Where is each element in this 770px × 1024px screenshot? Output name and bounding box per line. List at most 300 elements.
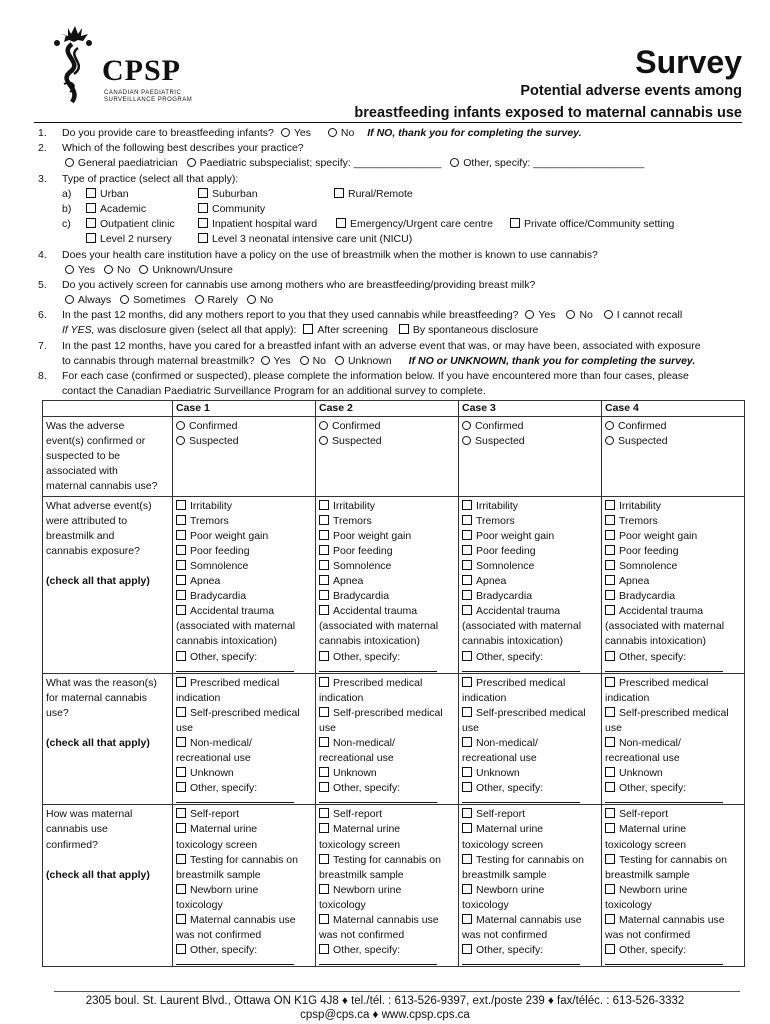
other-option[interactable] bbox=[319, 650, 455, 665]
accidental-trauma-option[interactable] bbox=[605, 604, 741, 619]
q3-rural-label: Rural/Remote bbox=[348, 187, 413, 200]
testing-breastmilk-option-label: Testing for cannabis on bbox=[619, 853, 727, 866]
question-3 bbox=[38, 172, 744, 187]
apnea-option[interactable] bbox=[176, 574, 312, 589]
radio-icon bbox=[462, 421, 471, 430]
case-2-how-cell bbox=[316, 805, 459, 967]
recreational-line: recreational use bbox=[319, 752, 394, 765]
specify-line[interactable] bbox=[176, 958, 312, 965]
apnea-option-label: Apnea bbox=[619, 575, 650, 588]
checkbox-icon bbox=[462, 575, 472, 585]
q3-level3-option[interactable] bbox=[198, 232, 412, 247]
newborn-urine-option[interactable] bbox=[605, 883, 741, 898]
testing-breastmilk-option[interactable] bbox=[462, 853, 598, 868]
checkbox-icon bbox=[176, 944, 186, 954]
somnolence-option[interactable] bbox=[176, 559, 312, 574]
irritability-option-label: Irritability bbox=[190, 499, 233, 512]
q3-community-label: Community bbox=[212, 202, 266, 215]
q5-always-label: Always bbox=[77, 294, 112, 307]
q1-no-label: No bbox=[340, 127, 355, 139]
irritability-option[interactable] bbox=[462, 499, 598, 514]
newborn-urine-option[interactable] bbox=[319, 883, 455, 898]
q6-no-option[interactable] bbox=[566, 308, 592, 323]
q7-yes-option[interactable] bbox=[261, 354, 291, 369]
checkbox-icon bbox=[319, 808, 329, 818]
q5-sometimes-option[interactable] bbox=[120, 293, 186, 308]
indication-line: indication bbox=[462, 691, 507, 704]
radio-icon bbox=[176, 421, 185, 430]
checkbox-icon bbox=[605, 545, 615, 555]
question-1 bbox=[38, 126, 744, 141]
poor-weight-gain-option[interactable] bbox=[605, 529, 741, 544]
checkbox-icon bbox=[462, 808, 472, 818]
self-report-option[interactable] bbox=[319, 807, 455, 822]
self-prescribed-option[interactable] bbox=[605, 706, 741, 721]
checkbox-icon bbox=[510, 218, 520, 228]
specify-line[interactable] bbox=[176, 665, 312, 672]
q3-rural-option[interactable] bbox=[334, 187, 413, 202]
q2-text: Which of the following best describes your practice? bbox=[62, 142, 304, 155]
not-confirmed-option[interactable] bbox=[605, 913, 741, 928]
checkbox-icon bbox=[319, 944, 329, 954]
q5-no-option[interactable] bbox=[247, 293, 273, 308]
checkbox-icon bbox=[462, 884, 472, 894]
prescribed-option[interactable] bbox=[176, 676, 312, 691]
indication-line: indication bbox=[176, 691, 221, 704]
poor-weight-gain-option-label: Poor weight gain bbox=[190, 529, 269, 542]
newborn-urine-option-label: Newborn urine bbox=[190, 883, 259, 896]
checkbox-icon bbox=[605, 575, 615, 585]
q6-yes-option[interactable] bbox=[525, 308, 555, 323]
cpsp-logo bbox=[48, 22, 198, 108]
specify-line[interactable] bbox=[176, 796, 312, 803]
maternal-urine-option[interactable] bbox=[176, 822, 312, 837]
q3-suburban-option[interactable] bbox=[198, 187, 258, 202]
apnea-option[interactable] bbox=[605, 574, 741, 589]
q3-a-marker: a) bbox=[62, 187, 72, 200]
q7-no-option[interactable] bbox=[300, 354, 326, 369]
q6-after-screening-option[interactable] bbox=[303, 323, 388, 338]
apnea-option[interactable] bbox=[462, 574, 598, 589]
q2-subspecialist-option[interactable] bbox=[187, 156, 442, 171]
self-report-option-label: Self-report bbox=[476, 808, 526, 821]
confirmed-option[interactable] bbox=[462, 419, 598, 434]
q7-yes-label: Yes bbox=[273, 354, 291, 367]
q4-no-option[interactable] bbox=[104, 263, 130, 278]
q7-no-label: No bbox=[312, 354, 327, 367]
radio-icon bbox=[450, 158, 459, 167]
q1-text: Do you provide care to breastfeeding infants? bbox=[62, 127, 274, 139]
question-list bbox=[38, 126, 744, 399]
self-report-option[interactable] bbox=[176, 807, 312, 822]
irritability-option-label: Irritability bbox=[476, 499, 519, 512]
testing-breastmilk-option[interactable] bbox=[176, 853, 312, 868]
poor-weight-gain-option[interactable] bbox=[462, 529, 598, 544]
accidental-trauma-option-label: Accidental trauma bbox=[619, 605, 704, 618]
q2-general-option[interactable] bbox=[65, 156, 178, 171]
recreational-line: recreational use bbox=[176, 752, 251, 765]
somnolence-option-label: Somnolence bbox=[476, 559, 535, 572]
q4-yes-label: Yes bbox=[77, 263, 96, 276]
footer-divider bbox=[54, 991, 740, 992]
somnolence-option-label: Somnolence bbox=[619, 559, 678, 572]
q6-no-label: No bbox=[579, 309, 593, 322]
not-confirmed-option[interactable] bbox=[176, 913, 312, 928]
specify-line[interactable] bbox=[462, 958, 598, 965]
checkbox-icon bbox=[176, 500, 186, 510]
case-1-how-cell bbox=[173, 805, 316, 967]
blank-line bbox=[176, 665, 294, 672]
q7-text2: to cannabis through maternal breastmilk? bbox=[62, 354, 255, 367]
checkbox-icon bbox=[86, 188, 96, 198]
blank-line bbox=[319, 796, 437, 803]
checkbox-icon bbox=[176, 545, 186, 555]
checkbox-icon bbox=[319, 707, 329, 717]
q3-level2-label: Level 2 nursery bbox=[100, 233, 172, 246]
assoc-line1: (associated with maternal bbox=[462, 620, 582, 633]
irritability-option[interactable] bbox=[176, 499, 312, 514]
not-confirmed-line: was not confirmed bbox=[319, 929, 405, 942]
testing-breastmilk-option[interactable] bbox=[319, 853, 455, 868]
checkbox-icon bbox=[605, 500, 615, 510]
bradycardia-option[interactable] bbox=[605, 589, 741, 604]
poor-feeding-option[interactable] bbox=[176, 544, 312, 559]
other-option[interactable] bbox=[319, 781, 455, 796]
q7-number: 7. bbox=[38, 339, 47, 352]
newborn-urine-option[interactable] bbox=[176, 883, 312, 898]
accidental-trauma-option[interactable] bbox=[462, 604, 598, 619]
q4-text: Does your health care institution have a policy on the use of breastmilk when the mother is known to use cannabis? bbox=[62, 248, 598, 261]
q3-level2-option[interactable] bbox=[86, 232, 172, 247]
checkbox-icon bbox=[605, 605, 615, 615]
bradycardia-option[interactable] bbox=[176, 589, 312, 604]
prescribed-option-label: Prescribed medical bbox=[619, 676, 709, 689]
testing-breastmilk-option-label: Testing for cannabis on bbox=[190, 853, 298, 866]
label-line: for maternal cannabis bbox=[46, 691, 147, 704]
not-confirmed-option-label: Maternal cannabis use bbox=[619, 914, 725, 926]
other-option[interactable] bbox=[605, 781, 741, 796]
irritability-option[interactable] bbox=[605, 499, 741, 514]
tox-screen-line: toxicology screen bbox=[462, 838, 544, 851]
q8-number: 8. bbox=[38, 370, 47, 382]
poor-weight-gain-option[interactable] bbox=[319, 529, 455, 544]
suspected-option-label: Suspected bbox=[332, 435, 382, 448]
self-prescribed-option-label: Self-prescribed medical bbox=[333, 706, 443, 719]
checkbox-icon bbox=[198, 188, 208, 198]
specify-line[interactable] bbox=[605, 958, 741, 965]
checkbox-icon bbox=[176, 823, 186, 833]
question-6 bbox=[38, 308, 744, 323]
q6-spont-label: By spontaneous disclosure bbox=[412, 324, 539, 337]
confirmed-option[interactable] bbox=[176, 419, 312, 434]
suspected-option[interactable] bbox=[176, 434, 312, 449]
checkbox-icon bbox=[462, 944, 472, 954]
q3-urban-option[interactable] bbox=[86, 187, 129, 202]
self-prescribed-option[interactable] bbox=[176, 706, 312, 721]
self-report-option-label: Self-report bbox=[619, 808, 669, 821]
accidental-trauma-option[interactable] bbox=[319, 604, 455, 619]
logo-sub-line2: SURVEILLANCE PROGRAM bbox=[104, 97, 193, 103]
q5-no-label: No bbox=[259, 294, 274, 307]
case-4-reason-cell bbox=[602, 673, 745, 805]
non-medical-option[interactable] bbox=[319, 736, 455, 751]
other-option-label: Other, specify: bbox=[619, 650, 687, 663]
suspected-option[interactable] bbox=[319, 434, 455, 449]
checkbox-icon bbox=[319, 515, 329, 525]
specify-line[interactable] bbox=[605, 665, 741, 672]
label-line: What adverse event(s) bbox=[46, 499, 152, 512]
maternal-urine-option-label: Maternal urine bbox=[619, 823, 687, 836]
label-line: suspected to be bbox=[46, 450, 121, 463]
q2-other-label: Other, specify: ___________________ bbox=[463, 157, 645, 170]
q3-row-c bbox=[38, 217, 744, 232]
unknown-option[interactable] bbox=[462, 766, 598, 781]
suspected-option-label: Suspected bbox=[618, 435, 668, 448]
q5-rarely-option[interactable] bbox=[195, 293, 238, 308]
blank-line bbox=[462, 958, 580, 965]
newborn-urine-option[interactable] bbox=[462, 883, 598, 898]
newborn-urine-option-label: Newborn urine bbox=[333, 883, 402, 896]
other-option[interactable] bbox=[462, 650, 598, 665]
radio-icon bbox=[176, 436, 185, 445]
checkbox-icon bbox=[605, 651, 615, 661]
poor-feeding-option-label: Poor feeding bbox=[476, 544, 536, 557]
specify-line[interactable] bbox=[462, 796, 598, 803]
maternal-urine-option-label: Maternal urine bbox=[333, 823, 401, 836]
somnolence-option-label: Somnolence bbox=[333, 559, 392, 572]
non-medical-option[interactable] bbox=[176, 736, 312, 751]
checkbox-icon bbox=[462, 560, 472, 570]
other-option[interactable] bbox=[176, 781, 312, 796]
row-confirmed-label bbox=[43, 417, 173, 496]
checkbox-icon bbox=[176, 530, 186, 540]
not-confirmed-option[interactable] bbox=[319, 913, 455, 928]
q3-private-option[interactable] bbox=[510, 217, 674, 232]
self-report-option[interactable] bbox=[462, 807, 598, 822]
other-option[interactable] bbox=[605, 943, 741, 958]
checkbox-icon bbox=[334, 188, 344, 198]
poor-weight-gain-option[interactable] bbox=[176, 529, 312, 544]
self-prescribed-option[interactable] bbox=[462, 706, 598, 721]
apnea-option[interactable] bbox=[319, 574, 455, 589]
checkbox-icon bbox=[605, 707, 615, 717]
radio-icon bbox=[462, 436, 471, 445]
tremors-option-label: Tremors bbox=[190, 514, 229, 527]
label-line: How was maternal bbox=[46, 808, 133, 821]
page-subtitle bbox=[354, 80, 742, 124]
checkbox-icon bbox=[176, 515, 186, 525]
q3-academic-option[interactable] bbox=[86, 202, 146, 217]
confirmed-option-label: Confirmed bbox=[189, 420, 238, 433]
question-5-options bbox=[38, 293, 744, 308]
case-header-row bbox=[43, 401, 745, 417]
checkbox-icon bbox=[319, 560, 329, 570]
checkbox-icon bbox=[176, 782, 186, 792]
recreational-line: recreational use bbox=[605, 752, 680, 765]
case-3-how-cell bbox=[459, 805, 602, 967]
q8-text: For each case (confirmed or suspected), please complete the information below. If you have encountered more than four cases, please bbox=[62, 370, 689, 382]
other-option[interactable] bbox=[176, 650, 312, 665]
self-prescribed-option[interactable] bbox=[319, 706, 455, 721]
specify-line[interactable] bbox=[319, 958, 455, 965]
testing-breastmilk-option-label: Testing for cannabis on bbox=[476, 853, 584, 866]
q1-note: If NO, thank you for completing the survey. bbox=[367, 127, 582, 139]
q2-number: 2. bbox=[38, 142, 47, 155]
question-7 bbox=[38, 339, 744, 354]
case-4-header: Case 4 bbox=[602, 401, 745, 417]
poor-feeding-option[interactable] bbox=[605, 544, 741, 559]
not-confirmed-option[interactable] bbox=[462, 913, 598, 928]
toxicology-line: toxicology bbox=[176, 898, 223, 911]
q3-outpatient-option[interactable] bbox=[86, 217, 175, 232]
accidental-trauma-option-label: Accidental trauma bbox=[190, 605, 275, 618]
other-option-label: Other, specify: bbox=[190, 650, 258, 663]
checkbox-icon bbox=[176, 605, 186, 615]
tremors-option[interactable] bbox=[462, 514, 598, 529]
checkbox-icon bbox=[176, 651, 186, 661]
checkbox-icon bbox=[176, 854, 186, 864]
prescribed-option[interactable] bbox=[605, 676, 741, 691]
other-option[interactable] bbox=[605, 650, 741, 665]
accidental-trauma-option-label: Accidental trauma bbox=[476, 605, 561, 618]
row-reason bbox=[43, 673, 745, 805]
blank-line bbox=[462, 796, 580, 803]
label-line: cannabis exposure? bbox=[46, 544, 140, 557]
unknown-option-label: Unknown bbox=[619, 767, 663, 780]
testing-breastmilk-option-label: Testing for cannabis on bbox=[333, 853, 441, 866]
other-option[interactable] bbox=[176, 943, 312, 958]
somnolence-option[interactable] bbox=[605, 559, 741, 574]
specify-line[interactable] bbox=[319, 796, 455, 803]
q4-unknown-option[interactable] bbox=[139, 263, 233, 278]
label-line: Was the adverse bbox=[46, 420, 125, 433]
q3-inpatient-option[interactable] bbox=[198, 217, 317, 232]
tremors-option[interactable] bbox=[605, 514, 741, 529]
bradycardia-option[interactable] bbox=[319, 589, 455, 604]
assoc-line1: (associated with maternal bbox=[176, 620, 296, 633]
blank-line bbox=[319, 665, 437, 672]
label-line: were attributed to bbox=[46, 514, 128, 527]
checkbox-icon bbox=[605, 854, 615, 864]
blank-line bbox=[605, 958, 723, 965]
q1-no-option[interactable] bbox=[328, 126, 354, 141]
other-option-label: Other, specify: bbox=[619, 944, 687, 957]
poor-weight-gain-option-label: Poor weight gain bbox=[619, 529, 698, 542]
q3-emergency-option[interactable] bbox=[336, 217, 493, 232]
q6-recall-option[interactable] bbox=[604, 308, 682, 323]
poor-feeding-option-label: Poor feeding bbox=[333, 544, 393, 557]
q1-yes-option[interactable] bbox=[281, 126, 311, 141]
q4-yes-option[interactable] bbox=[65, 263, 95, 278]
question-2 bbox=[38, 141, 744, 156]
poor-feeding-option[interactable] bbox=[319, 544, 455, 559]
q5-always-option[interactable] bbox=[65, 293, 111, 308]
non-medical-option[interactable] bbox=[462, 736, 598, 751]
testing-breastmilk-option[interactable] bbox=[605, 853, 741, 868]
radio-icon bbox=[605, 436, 614, 445]
specify-line[interactable] bbox=[605, 796, 741, 803]
assoc-line2: cannabis intoxication) bbox=[176, 635, 277, 648]
case-3-header: Case 3 bbox=[459, 401, 602, 417]
unknown-option[interactable] bbox=[605, 766, 741, 781]
logo-brand: CPSP bbox=[102, 54, 181, 87]
other-option-label: Other, specify: bbox=[476, 944, 544, 957]
q2-subspecialist-label: Paediatric subspecialist; specify: _______________ bbox=[199, 157, 442, 170]
confirmed-option[interactable] bbox=[605, 419, 741, 434]
non-medical-option[interactable] bbox=[605, 736, 741, 751]
prescribed-option[interactable] bbox=[319, 676, 455, 691]
row-adverse-label bbox=[43, 496, 173, 673]
radio-icon bbox=[319, 421, 328, 430]
somnolence-option[interactable] bbox=[462, 559, 598, 574]
q6-spontaneous-option[interactable] bbox=[399, 323, 539, 338]
other-option-label: Other, specify: bbox=[333, 944, 401, 957]
toxicology-line: toxicology bbox=[605, 898, 652, 911]
other-option[interactable] bbox=[462, 943, 598, 958]
specify-line[interactable] bbox=[462, 665, 598, 672]
bradycardia-option[interactable] bbox=[462, 589, 598, 604]
other-option[interactable] bbox=[319, 943, 455, 958]
not-confirmed-option-label: Maternal cannabis use bbox=[333, 914, 439, 926]
unknown-option[interactable] bbox=[319, 766, 455, 781]
tremors-option[interactable] bbox=[176, 514, 312, 529]
unknown-option[interactable] bbox=[176, 766, 312, 781]
checkbox-icon bbox=[319, 605, 329, 615]
maternal-urine-option[interactable] bbox=[319, 822, 455, 837]
self-report-option[interactable] bbox=[605, 807, 741, 822]
suspected-option[interactable] bbox=[605, 434, 741, 449]
bradycardia-option-label: Bradycardia bbox=[333, 590, 390, 603]
blank-line bbox=[605, 665, 723, 672]
specify-line[interactable] bbox=[319, 665, 455, 672]
checkbox-icon bbox=[605, 590, 615, 600]
accidental-trauma-option[interactable] bbox=[176, 604, 312, 619]
maternal-urine-option[interactable] bbox=[605, 822, 741, 837]
checkbox-icon bbox=[605, 515, 615, 525]
q4-no-label: No bbox=[116, 263, 131, 276]
prescribed-option[interactable] bbox=[462, 676, 598, 691]
question-5 bbox=[38, 278, 744, 293]
q7-unknown-option[interactable] bbox=[335, 354, 392, 369]
poor-feeding-option-label: Poor feeding bbox=[619, 544, 679, 557]
checkbox-icon bbox=[198, 203, 208, 213]
checkbox-icon bbox=[462, 515, 472, 525]
logo-sub-line1: CANADIAN PAEDIATRIC bbox=[104, 90, 182, 96]
other-option[interactable] bbox=[462, 781, 598, 796]
q5-rarely-label: Rarely bbox=[207, 294, 238, 307]
checkbox-icon bbox=[336, 218, 346, 228]
label-line: maternal cannabis use? bbox=[46, 480, 158, 493]
q3-suburban-label: Suburban bbox=[212, 187, 258, 200]
q3-community-option[interactable] bbox=[198, 202, 265, 217]
q5-number: 5. bbox=[38, 278, 47, 291]
somnolence-option[interactable] bbox=[319, 559, 455, 574]
tremors-option[interactable] bbox=[319, 514, 455, 529]
poor-feeding-option[interactable] bbox=[462, 544, 598, 559]
check-all-note: (check all that apply) bbox=[46, 868, 150, 881]
case-1-reason-cell bbox=[173, 673, 316, 805]
irritability-option-label: Irritability bbox=[333, 499, 376, 512]
suspected-option[interactable] bbox=[462, 434, 598, 449]
checkbox-icon bbox=[198, 218, 208, 228]
maternal-urine-option[interactable] bbox=[462, 822, 598, 837]
confirmed-option[interactable] bbox=[319, 419, 455, 434]
non-medical-option-label: Non-medical/ bbox=[333, 736, 395, 749]
irritability-option[interactable] bbox=[319, 499, 455, 514]
checkbox-icon bbox=[462, 737, 472, 747]
q2-other-option[interactable] bbox=[450, 156, 644, 171]
q3-row-a bbox=[38, 187, 744, 202]
